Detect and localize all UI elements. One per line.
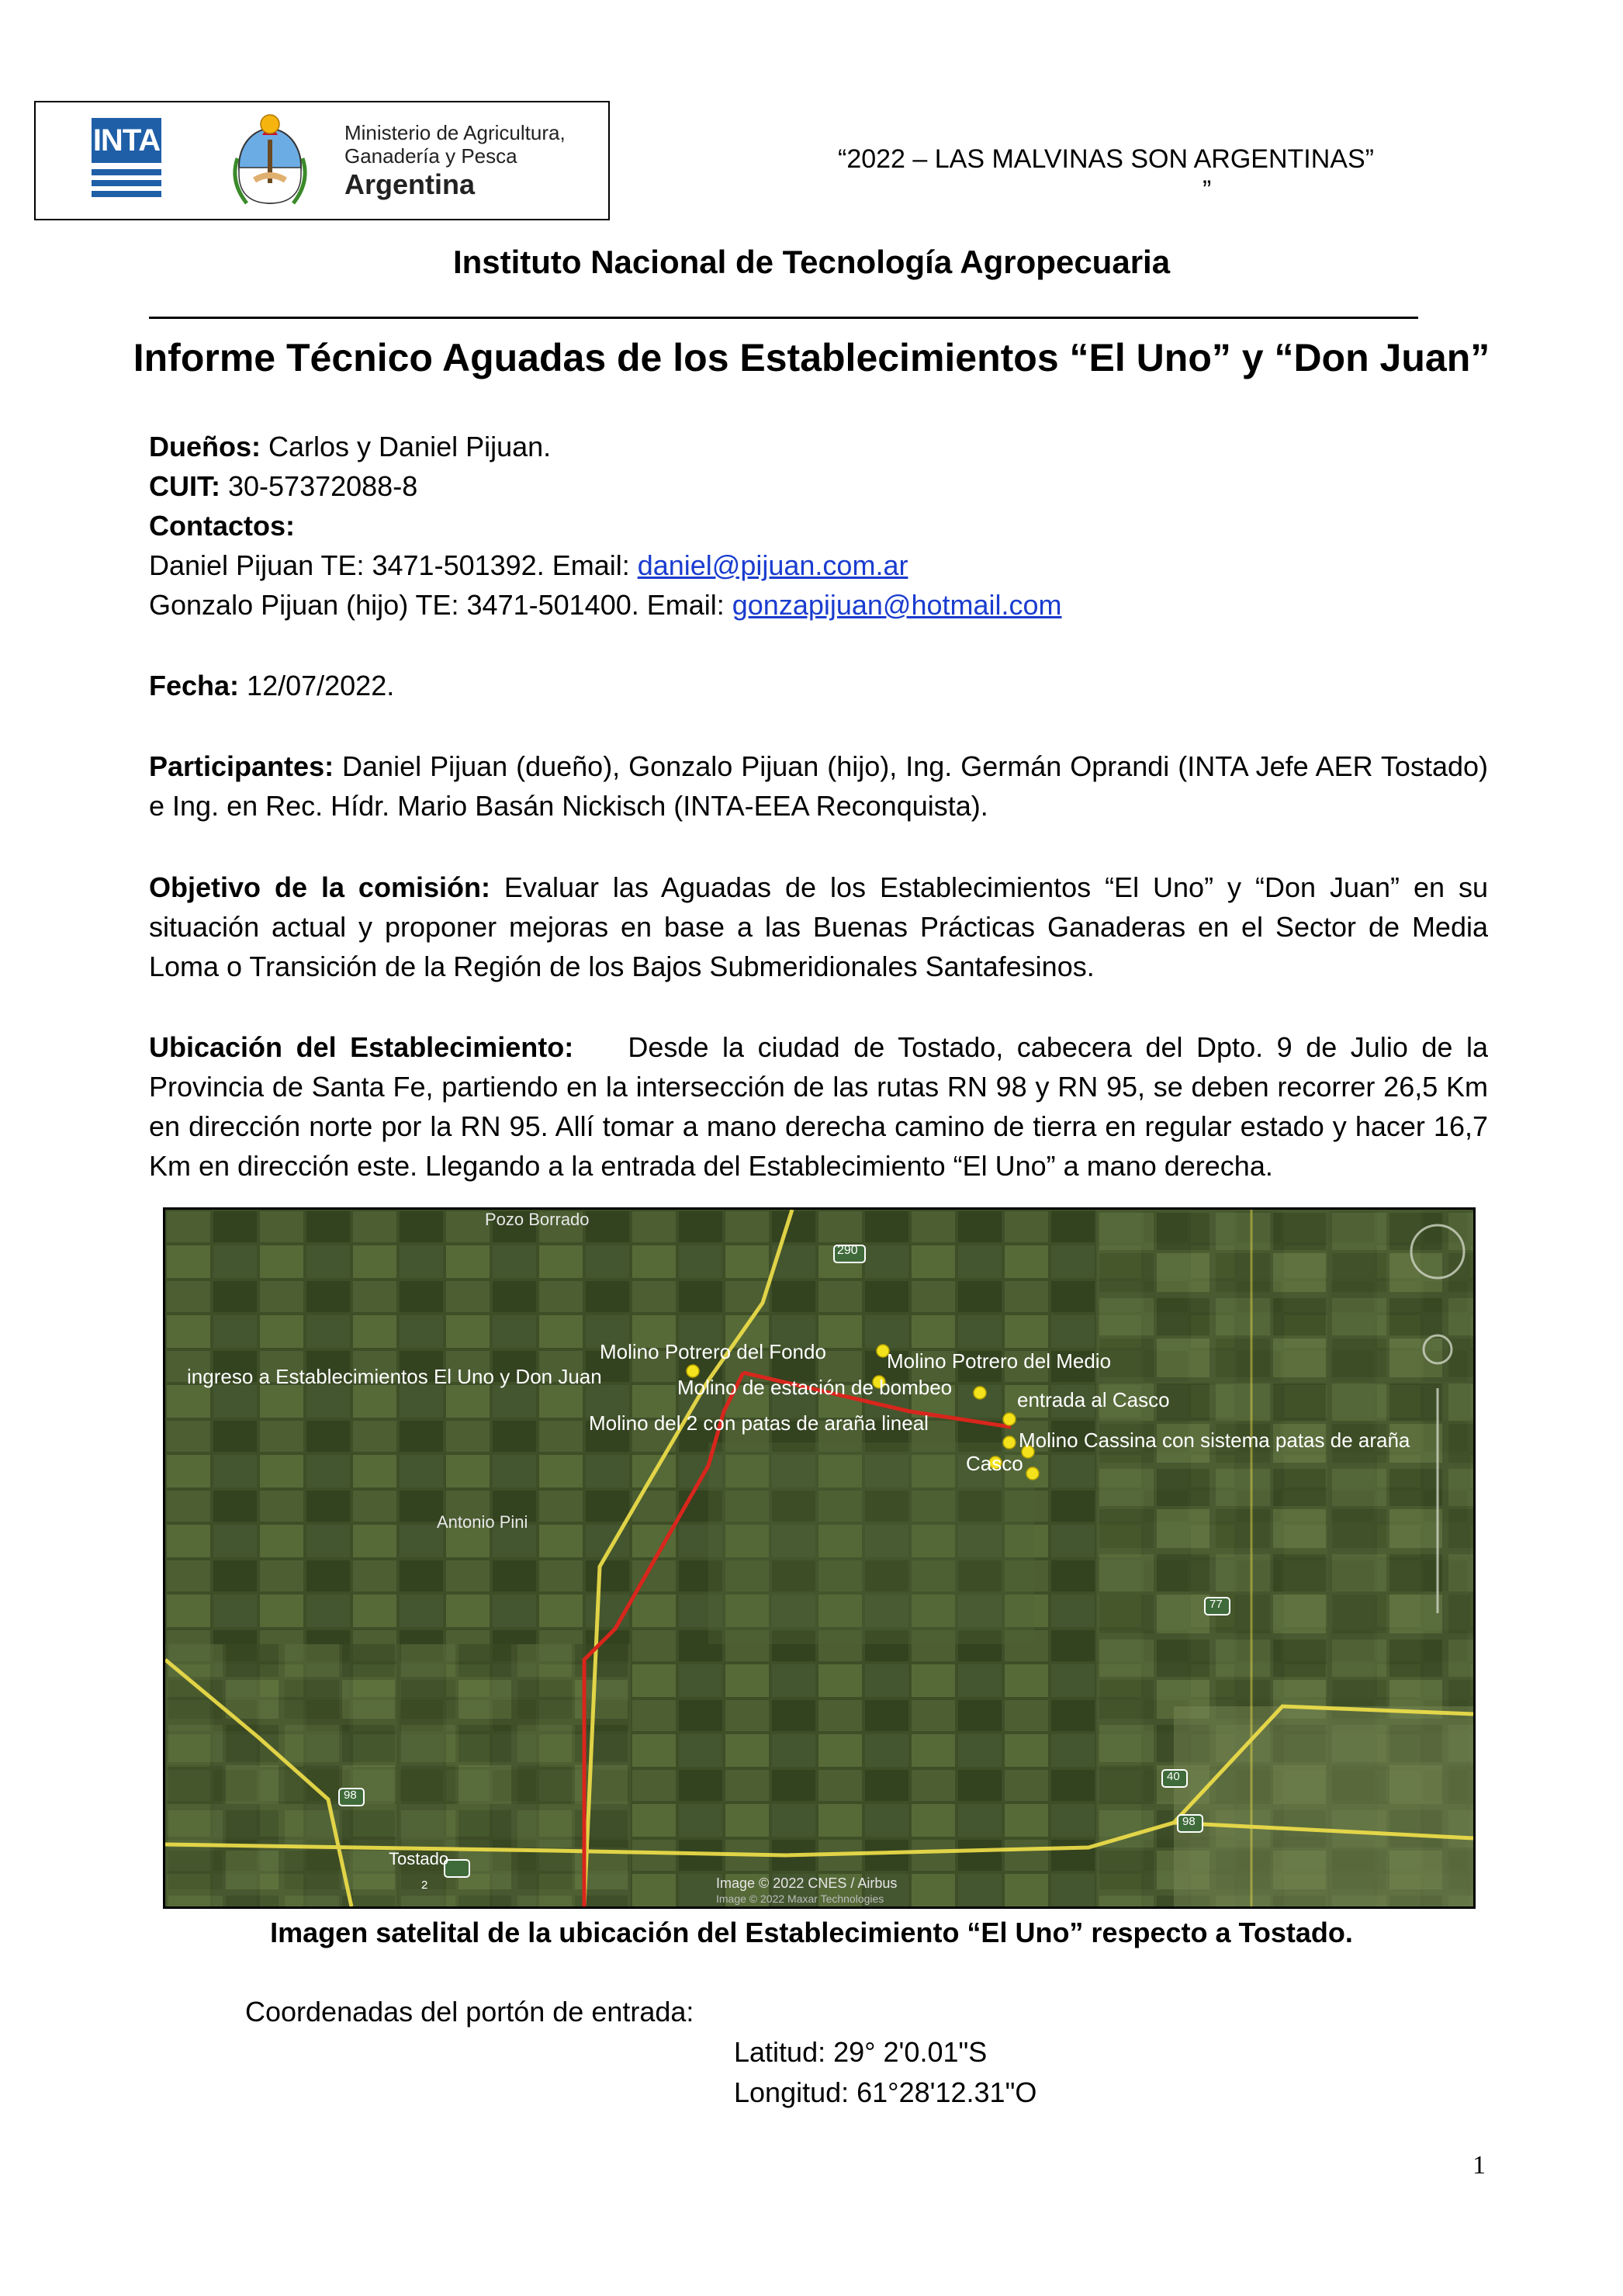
owners-block: [149, 427, 1488, 625]
satellite-map-image: [165, 1210, 1473, 1906]
map-route-2: 2: [421, 1879, 428, 1892]
participants-label: Participantes:: [149, 750, 334, 782]
report-title: Informe Técnico Aguadas de los Establecimientos “El Uno” y “Don Juan”: [133, 336, 1490, 379]
map-label-ingreso: ingreso a Establecimientos El Uno y Don Juan: [187, 1365, 602, 1388]
latitude-value: Latitud: 29° 2'0.01"S: [734, 2036, 988, 2068]
map-route-98-east: 98: [1182, 1815, 1196, 1828]
map-route-98-west: 98: [344, 1789, 357, 1802]
map-image-credit: Image © 2022 CNES / Airbus: [716, 1875, 898, 1891]
objective-value: Evaluar las Aguadas de los Establecimientos “El Uno” y “Don Juan” en su situación actual y proponer mejoras en base a las Buenas Prácticas Ganaderas en el Sector de Media Loma o Transición de la Región de los Bajos Submeridionales Santafesinos.: [149, 871, 1488, 982]
location-value: Desde la ciudad de Tostado, cabecera del Dpto. 9 de Julio de la Provincia de Santa Fe, partiendo en la intersección de las rutas RN 98 y RN 95, se deben recorrer 26,5 Km en dirección norte por la RN 95. Allí tomar a mano derecha camino de tierra en regular estado y hacer 16,7 Km en dirección este. Llegando a la entrada del Establecimiento “El Uno” a mano derecha.: [149, 1031, 1497, 1182]
header-motto: “2022 – LAS MALVINAS SON ARGENTINAS”: [838, 144, 1374, 174]
map-label-antonio-pini: Antonio Pini: [437, 1512, 528, 1532]
ministry-name: [344, 121, 566, 202]
map-route-77: 77: [1209, 1598, 1223, 1611]
location-label: Ubicación del Establecimiento:: [149, 1031, 574, 1063]
cuit-line: [149, 466, 1488, 506]
map-label-molino-potrero-medio: Molino Potrero del Medio: [887, 1349, 1112, 1373]
longitude-value: Longitud: 61°28'12.31"O: [734, 2076, 1037, 2108]
objective-label: Objetivo de la comisión:: [149, 871, 490, 903]
contact-gonzalo: Gonzalo Pijuan (hijo) TE: 3471-501400. Email: gonzapijuan@hotmail.com: [149, 589, 1062, 621]
map-image-credit-2: Image © 2022 Maxar Technologies: [716, 1893, 884, 1905]
map-route-40: 40: [1167, 1770, 1180, 1783]
email-link-daniel[interactable]: daniel@pijuan.com.ar: [637, 549, 908, 581]
participants-value: Daniel Pijuan (dueño), Gonzalo Pijuan (hijo), Ing. Germán Oprandi (INTA Jefe AER Tostado) e Ing. en Rec. Hídr. Mario Basán Nickisch (INTA-EEA Reconquista).: [149, 750, 1488, 822]
map-label-pozo-borrado: Pozo Borrado: [485, 1210, 590, 1229]
cuit-label: CUIT:: [149, 470, 220, 502]
map-route-290: 290: [837, 1244, 858, 1257]
map-label-molino-potrero-fondo: Molino Potrero del Fondo: [600, 1340, 826, 1363]
coordinates-label: Coordenadas del portón de entrada:: [245, 1996, 694, 2028]
page-number: 1: [1472, 2151, 1486, 2180]
owners-label: Dueños:: [149, 431, 261, 462]
owners-line: [149, 427, 1488, 466]
date-line: [149, 666, 1488, 705]
map-label-casco: Casco: [966, 1452, 1023, 1475]
map-caption: Imagen satelital de la ubicación del Establecimiento “El Uno” respecto a Tostado.: [270, 1917, 1353, 1948]
institute-name: Instituto Nacional de Tecnología Agropecuaria: [452, 244, 1171, 280]
map-label-molino-del-2: Molino del 2 con patas de araña lineal: [589, 1411, 929, 1435]
inta-logo: [92, 118, 161, 199]
email-link-gonzalo[interactable]: gonzapijuan@hotmail.com: [732, 589, 1062, 621]
objective-paragraph: [149, 867, 1488, 986]
date-value: 12/07/2022.: [239, 670, 395, 701]
header-motto-tail: ”: [1203, 175, 1212, 205]
inta-logo-text: INTA: [92, 118, 161, 163]
argentina-coat-of-arms-icon: [223, 112, 317, 211]
map-label-tostado: Tostado: [389, 1849, 449, 1868]
map-label-estacion-bombeo: Molino de estación de bombeo: [677, 1376, 953, 1399]
ministry-line-1: Ministerio de Agricultura,: [344, 121, 566, 144]
location-paragraph: [149, 1027, 1497, 1186]
map-label-molino-cassina: Molino Cassina con sistema patas de araña: [1019, 1429, 1410, 1452]
ministry-country: Argentina: [344, 168, 476, 200]
owners-value: Carlos y Daniel Pijuan.: [261, 431, 552, 462]
satellite-map: [163, 1207, 1476, 1909]
cuit-value: 30-57372088-8: [220, 470, 418, 502]
contacts-heading: Contactos:: [149, 510, 295, 542]
map-label-entrada-casco: entrada al Casco: [1017, 1388, 1170, 1411]
header-logo-box: [34, 101, 610, 220]
header-divider: [149, 317, 1418, 319]
participants-paragraph: [149, 746, 1488, 826]
date-label: Fecha:: [149, 670, 240, 701]
contact-daniel: Daniel Pijuan TE: 3471-501392. Email: daniel@pijuan.com.ar: [149, 549, 908, 581]
ministry-line-2: Ganadería y Pesca: [344, 144, 517, 168]
